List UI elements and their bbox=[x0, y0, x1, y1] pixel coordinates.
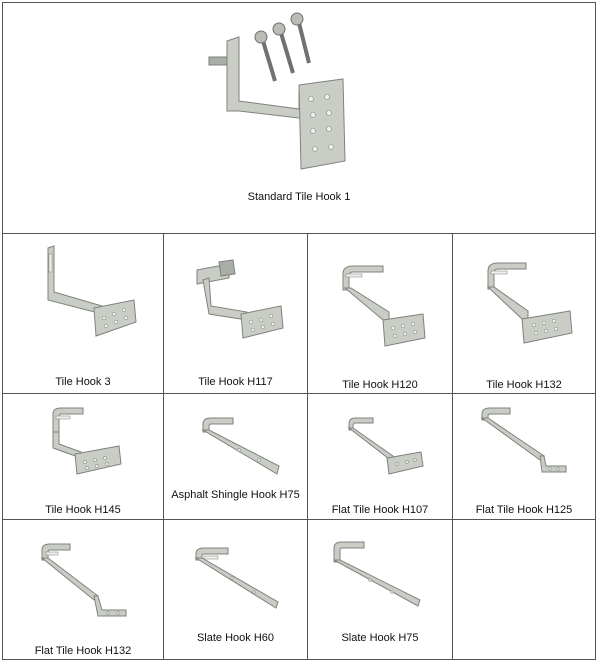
flat-tile-hook-h132-image bbox=[38, 540, 138, 630]
slate-hook-h75-image bbox=[330, 540, 430, 630]
label-slate-hook-h60: Slate Hook H60 bbox=[196, 632, 275, 644]
tile-hook-h120-image bbox=[333, 262, 433, 362]
cell-tile-hook-h117 bbox=[163, 233, 308, 394]
tile-hook-h132-image bbox=[478, 259, 578, 359]
cell-flat-tile-hook-h132 bbox=[2, 519, 164, 660]
cell-flat-tile-hook-h125 bbox=[452, 393, 596, 520]
label-flat-tile-hook-h125: Flat Tile Hook H125 bbox=[475, 504, 573, 516]
slate-hook-h60-image bbox=[192, 544, 287, 624]
label-tile-hook-3: Tile Hook 3 bbox=[55, 376, 111, 388]
tile-hook-h145-image bbox=[45, 404, 135, 494]
tile-hook-3-image bbox=[38, 244, 138, 354]
cell-tile-hook-h120 bbox=[307, 233, 453, 394]
asphalt-shingle-hook-h75-image bbox=[199, 414, 289, 484]
cell-asphalt-shingle-hook-h75 bbox=[163, 393, 308, 520]
cell-slate-hook-h60 bbox=[163, 519, 308, 660]
cell-tile-hook-3 bbox=[2, 233, 164, 394]
top-cell bbox=[2, 2, 596, 234]
screw-3 bbox=[291, 13, 309, 63]
cell-slate-hook-h75 bbox=[307, 519, 453, 660]
cell-flat-tile-hook-h107 bbox=[307, 393, 453, 520]
screw-1 bbox=[255, 31, 275, 81]
label-tile-hook-h132: Tile Hook H132 bbox=[486, 379, 562, 391]
cell-tile-hook-h145 bbox=[2, 393, 164, 520]
hook-plate bbox=[299, 79, 345, 169]
cell-empty bbox=[452, 519, 596, 660]
label-tile-hook-h145: Tile Hook H145 bbox=[45, 504, 121, 516]
label-slate-hook-h75: Slate Hook H75 bbox=[341, 632, 419, 644]
top-label: Standard Tile Hook 1 bbox=[247, 191, 351, 203]
label-flat-tile-hook-h132: Flat Tile Hook H132 bbox=[34, 645, 132, 657]
standard-tile-hook-image bbox=[203, 11, 363, 181]
tile-hook-h117-image bbox=[189, 250, 289, 350]
screw-2 bbox=[273, 23, 293, 73]
label-flat-tile-hook-h107: Flat Tile Hook H107 bbox=[331, 504, 429, 516]
label-tile-hook-h120: Tile Hook H120 bbox=[342, 379, 418, 391]
cell-tile-hook-h132 bbox=[452, 233, 596, 394]
flat-tile-hook-h125-image bbox=[478, 406, 573, 481]
label-tile-hook-h117: Tile Hook H117 bbox=[198, 376, 273, 388]
flat-tile-hook-h107-image bbox=[343, 414, 433, 494]
label-asphalt-shingle-hook-h75: Asphalt Shingle Hook H75 bbox=[171, 489, 300, 501]
